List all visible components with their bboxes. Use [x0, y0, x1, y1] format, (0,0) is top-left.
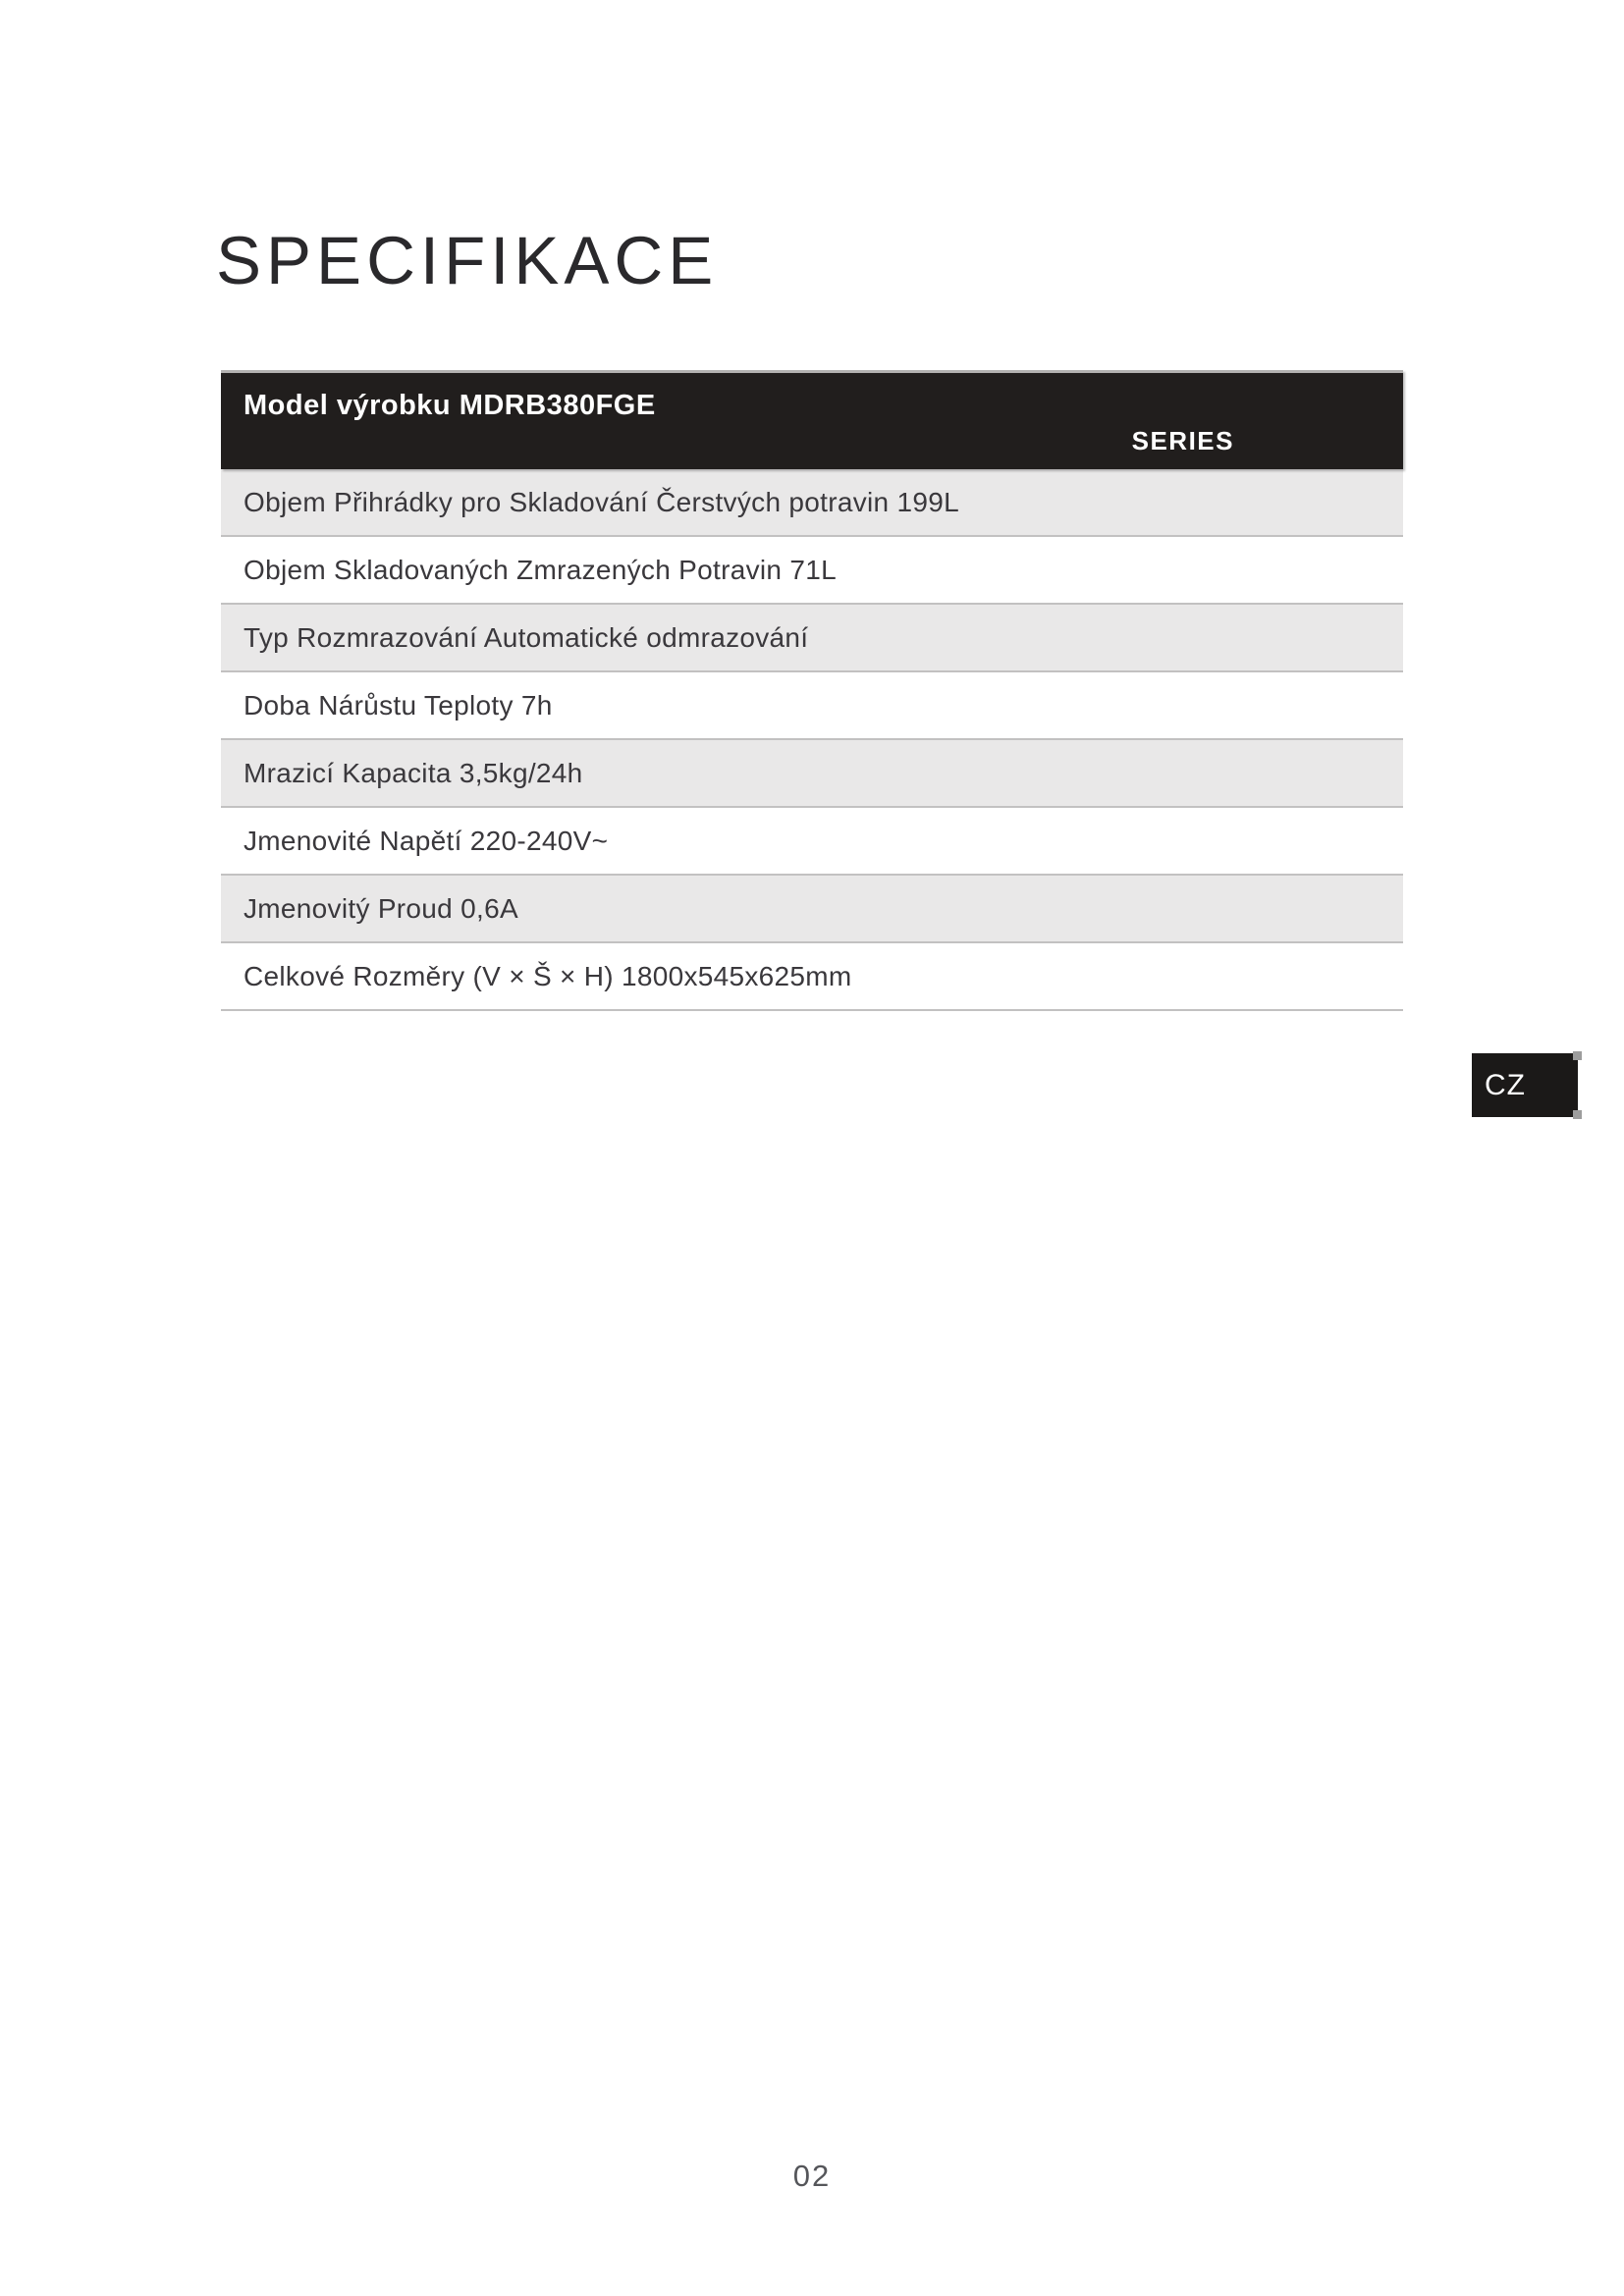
page-number: 02 — [792, 2159, 832, 2193]
table-row: Objem Přihrádky pro Skladování Čerstvých potravin 199L — [221, 469, 1403, 537]
table-row: Mrazicí Kapacita 3,5kg/24h — [221, 740, 1403, 808]
corner-mark — [1573, 1110, 1582, 1119]
table-row: Objem Skladovaných Zmrazených Potravin 71L — [221, 537, 1403, 605]
spec-table-header — [221, 370, 1403, 469]
table-row: Typ Rozmrazování Automatické odmrazování — [221, 605, 1403, 672]
language-tab — [1472, 1053, 1578, 1117]
language-tab-label: CZ — [1485, 1068, 1526, 1101]
model-name-label: Model výrobku MDRB380FGE — [244, 390, 656, 421]
spec-table — [221, 370, 1403, 1011]
series-label: SERIES — [1131, 426, 1234, 455]
table-row: Jmenovitý Proud 0,6A — [221, 876, 1403, 943]
page-title: SPECIFIKACE — [216, 223, 719, 298]
table-row: Jmenovité Napětí 220-240V~ — [221, 808, 1403, 876]
corner-mark — [1573, 1051, 1582, 1060]
table-row: Celkové Rozměry (V × Š × H) 1800x545x625mm — [221, 943, 1403, 1011]
table-row: Doba Nárůstu Teploty 7h — [221, 672, 1403, 740]
